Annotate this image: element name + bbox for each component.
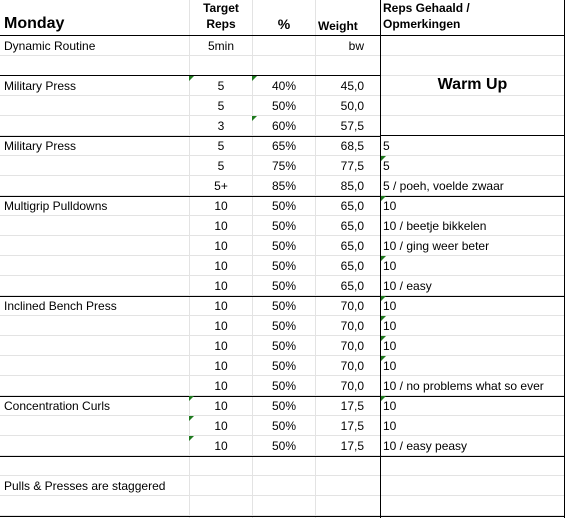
exercise-name-cell[interactable]: Inclined Bench Press	[4, 299, 117, 313]
section-border	[381, 396, 565, 397]
target-reps-cell[interactable]: 5min	[207, 39, 234, 53]
comment-marker-icon	[252, 116, 257, 121]
exercise-name-cell[interactable]: Military Press	[4, 139, 77, 153]
weight-cell[interactable]: 65,0	[340, 279, 364, 293]
comment-marker-icon	[189, 76, 194, 81]
percent-header: %	[277, 16, 291, 32]
remark-cell[interactable]: 10	[383, 399, 397, 413]
exercise-name-cell[interactable]: Pulls & Presses are staggered	[4, 479, 166, 493]
exercise-name-cell[interactable]: Concentration Curls	[4, 399, 111, 413]
grid-row-line	[0, 55, 565, 56]
percent-cell[interactable]: 50%	[271, 359, 297, 373]
remark-cell[interactable]: 10	[383, 359, 397, 373]
comment-marker-icon	[381, 356, 386, 361]
weight-cell[interactable]: 70,0	[340, 339, 364, 353]
percent-cell[interactable]: 50%	[271, 99, 297, 113]
percent-cell[interactable]: 50%	[271, 239, 297, 253]
target-reps-cell[interactable]: 5	[217, 139, 225, 153]
percent-cell[interactable]: 50%	[271, 199, 297, 213]
section-border	[381, 135, 565, 136]
target-reps-cell[interactable]: 10	[214, 339, 228, 353]
target-reps-cell[interactable]: 10	[214, 239, 228, 253]
target-reps-cell[interactable]: 5	[217, 159, 225, 173]
comment-marker-icon	[252, 76, 257, 81]
section-border	[381, 296, 565, 297]
percent-cell[interactable]: 50%	[271, 259, 297, 273]
section-border	[0, 196, 381, 197]
section-border	[381, 196, 565, 197]
remark-cell[interactable]: 10	[383, 419, 397, 433]
grid-col-line	[315, 0, 316, 518]
bottom-border	[0, 516, 565, 517]
remark-cell[interactable]: 10	[383, 339, 397, 353]
target-reps-cell[interactable]: 10	[214, 299, 228, 313]
grid-row-line	[0, 495, 565, 496]
grid-row-line	[0, 155, 565, 156]
remark-cell[interactable]: 5	[383, 139, 390, 153]
percent-cell[interactable]: 50%	[271, 299, 297, 313]
remark-cell[interactable]: 5	[383, 159, 390, 173]
header-bottom-border	[0, 35, 565, 36]
percent-cell[interactable]: 50%	[271, 439, 297, 453]
weight-cell[interactable]: 57,5	[340, 119, 364, 133]
weight-cell[interactable]: 50,0	[340, 99, 364, 113]
percent-cell[interactable]: 50%	[271, 319, 297, 333]
weight-cell[interactable]	[316, 56, 364, 76]
remark-cell[interactable]: 10	[383, 259, 397, 273]
grid-row-line	[0, 235, 565, 236]
remark-cell[interactable]: 10	[383, 299, 397, 313]
weight-cell[interactable]: 77,5	[340, 159, 364, 173]
percent-cell[interactable]	[253, 476, 315, 496]
comment-marker-icon	[381, 316, 386, 321]
weight-cell[interactable]: 68,5	[340, 139, 364, 153]
weight-cell[interactable]: 65,0	[340, 259, 364, 273]
remark-cell[interactable]: 10 / easy peasy	[383, 439, 468, 453]
exercise-name-cell[interactable]: Dynamic Routine	[4, 39, 96, 53]
percent-cell[interactable]: 40%	[271, 79, 297, 93]
target-reps-cell[interactable]	[190, 496, 252, 516]
weight-header: Weight	[318, 19, 358, 33]
comment-marker-icon	[381, 336, 386, 341]
weight-cell[interactable]: 17,5	[340, 399, 364, 413]
target-reps-cell[interactable]: 10	[214, 439, 228, 453]
exercise-name-cell[interactable]: Military Press	[4, 79, 77, 93]
grid-row-line	[0, 255, 565, 256]
target-reps-cell[interactable]: 5	[217, 79, 225, 93]
target-reps-header-line1: Target	[203, 1, 239, 15]
target-reps-cell[interactable]: 10	[214, 399, 228, 413]
percent-cell[interactable]: 75%	[271, 159, 297, 173]
target-reps-cell[interactable]: 3	[217, 119, 225, 133]
remark-cell[interactable]: 10 / ging weer beter	[383, 239, 490, 253]
remarks-header-line1: Reps Gehaald /	[383, 1, 470, 15]
remark-cell[interactable]: 10 / beetje bikkelen	[383, 219, 487, 233]
warm-up-label: Warm Up	[437, 76, 508, 93]
weight-cell[interactable]: 85,0	[340, 179, 364, 193]
percent-cell[interactable]	[253, 456, 315, 476]
comment-marker-icon	[189, 416, 194, 421]
target-reps-header-line2: Reps	[206, 17, 236, 31]
weight-cell[interactable]	[316, 496, 364, 516]
section-border	[0, 296, 381, 297]
comment-marker-icon	[189, 436, 194, 441]
percent-cell[interactable]: 50%	[271, 339, 297, 353]
comment-marker-icon	[381, 156, 386, 161]
percent-cell[interactable]: 50%	[271, 219, 297, 233]
weight-cell[interactable]: 70,0	[340, 379, 364, 393]
grid-row-line	[0, 175, 565, 176]
comment-marker-icon	[381, 396, 386, 401]
percent-cell[interactable]: 50%	[271, 419, 297, 433]
day-title: Monday	[4, 15, 65, 32]
remark-cell[interactable]: 10 / no problems what so ever	[383, 379, 544, 393]
weight-cell[interactable]: bw	[348, 39, 364, 53]
grid-row-line	[0, 355, 565, 356]
comment-marker-icon	[381, 256, 386, 261]
weight-cell[interactable]: 17,5	[340, 439, 364, 453]
grid-row-line	[0, 215, 565, 216]
target-reps-cell[interactable]: 10	[214, 259, 228, 273]
weight-cell[interactable]: 70,0	[340, 359, 364, 373]
target-reps-cell[interactable]: 10	[214, 279, 228, 293]
comment-marker-icon	[381, 196, 386, 201]
remark-cell[interactable]: 10	[383, 319, 397, 333]
comment-marker-icon	[381, 296, 386, 301]
target-reps-cell[interactable]: 5	[217, 99, 225, 113]
target-reps-cell[interactable]: 10	[214, 379, 228, 393]
remark-cell[interactable]: 10 / easy	[383, 279, 432, 293]
percent-cell[interactable]	[253, 36, 315, 56]
weight-cell[interactable]: 45,0	[340, 79, 364, 93]
weight-cell[interactable]: 70,0	[340, 299, 364, 313]
target-reps-cell[interactable]: 10	[214, 199, 228, 213]
grid-row-line	[0, 315, 565, 316]
section-border	[381, 456, 565, 457]
exercise-name-cell[interactable]: Multigrip Pulldowns	[4, 199, 108, 213]
remarks-header-line2: Opmerkingen	[383, 17, 461, 31]
remark-cell[interactable]: 5 / poeh, voelde zwaar	[383, 179, 504, 193]
weight-cell[interactable]: 65,0	[340, 219, 364, 233]
target-reps-cell[interactable]: 5+	[214, 179, 228, 193]
section-border	[0, 136, 381, 137]
target-reps-cell[interactable]: 10	[214, 419, 228, 433]
target-reps-cell[interactable]: 10	[214, 219, 228, 233]
weight-cell[interactable]: 65,0	[340, 199, 364, 213]
percent-cell[interactable]: 50%	[271, 279, 297, 293]
remark-cell[interactable]: 10	[383, 199, 397, 213]
target-reps-cell[interactable]: 10	[214, 359, 228, 373]
section-border	[0, 456, 381, 457]
weight-cell[interactable]	[316, 456, 364, 476]
percent-cell[interactable]	[253, 496, 315, 516]
target-reps-cell[interactable]	[190, 456, 252, 476]
percent-cell[interactable]: 85%	[271, 179, 297, 193]
grid-row-line	[0, 475, 565, 476]
grid-row-line	[0, 335, 565, 336]
comment-marker-icon	[189, 396, 194, 401]
weight-cell[interactable]	[316, 476, 364, 496]
weight-cell[interactable]: 70,0	[340, 319, 364, 333]
percent-cell[interactable]	[253, 56, 315, 76]
weight-cell[interactable]: 17,5	[340, 419, 364, 433]
grid-row-line	[0, 275, 565, 276]
grid-row-line	[0, 415, 565, 416]
weight-cell[interactable]: 65,0	[340, 239, 364, 253]
percent-cell[interactable]: 65%	[271, 139, 297, 153]
percent-cell[interactable]: 50%	[271, 399, 297, 413]
grid-row-line	[0, 435, 565, 436]
grid-row-line	[0, 375, 565, 376]
percent-cell[interactable]: 50%	[271, 379, 297, 393]
grid-row-line	[0, 115, 565, 116]
target-reps-cell[interactable]: 10	[214, 319, 228, 333]
target-reps-cell[interactable]	[190, 476, 252, 496]
percent-cell[interactable]: 60%	[271, 119, 297, 133]
grid-row-line	[0, 95, 565, 96]
target-reps-cell[interactable]	[190, 56, 252, 76]
